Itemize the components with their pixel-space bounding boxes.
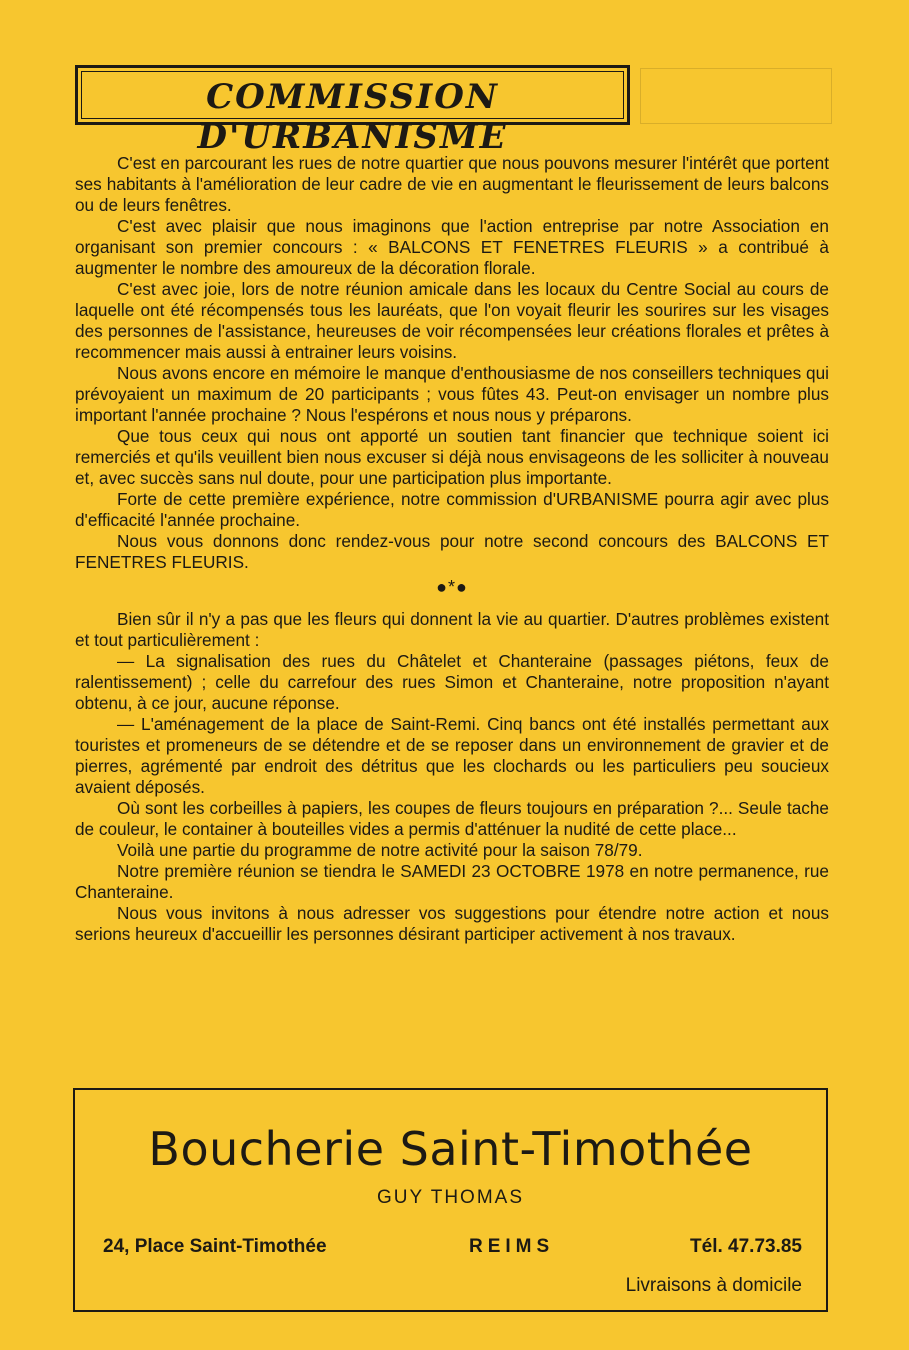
paragraph: Bien sûr il n'y a pas que les fleurs qui donnent la vie au quartier. D'autres problèmes existent et tout particulièrement : xyxy=(75,609,829,650)
bleed-through-box xyxy=(640,68,832,124)
paragraph: Voilà une partie du programme de notre activité pour la saison 78/79. xyxy=(117,840,643,860)
paragraph: C'est en parcourant les rues de notre quartier que nous pouvons mesurer l'intérêt que portent ses habitants à l'amélioration de leur cadre de vie en augmentant le fleurissement de leurs balcons ou de leurs fenêtres. xyxy=(75,153,829,215)
ad-owner: GUY THOMAS xyxy=(376,1187,525,1208)
paragraph: — L'aménagement de la place de Saint-Remi. Cinq bancs ont été installés permettant aux touristes et promeneurs de se détendre et de se reposer dans un environnement de gravier et de pierres, agrémenté par endroit des détritus que les clochards ou les particuliers peu soucieux avaient déposés. xyxy=(75,714,829,797)
paragraph: — La signalisation des rues du Châtelet et Chanteraine (passages piétons, feux de ralentissement) ; celle du carrefour des rues Simon et Chanteraine, notre proposition n'ayant obtenu, à ce jour, aucune réponse. xyxy=(75,651,829,713)
paragraph: Nous avons encore en mémoire le manque d'enthousiasme de nos conseillers techniques qui prévoyaient un maximum de 20 participants ; vous fûtes 43. Peut-on envisager un nombre plus important l'année prochaine ? Nous l'espérons et nous nous y préparons. xyxy=(75,363,829,425)
page-title: COMMISSION D'URBANISME xyxy=(197,77,508,157)
ad-city: REIMS xyxy=(469,1236,555,1257)
section-separator: ●*● xyxy=(436,577,468,597)
paragraph: Où sont les corbeilles à papiers, les coupes de fleurs toujours en préparation ?... Seule tache de couleur, le container à bouteilles vides a permis d'atténuer la nudité de cette place... xyxy=(75,798,829,839)
paragraph: C'est avec joie, lors de notre réunion amicale dans les locaux du Centre Social au cours de laquelle ont été récompensés tous les lauréats, que l'on voyait fleurir les sourires sur les visages des personnes de l'assistance, heureuses de voir récompensées leur créations florales et prêtes à recommencer mais aussi à entrainer leurs voisins. xyxy=(75,279,829,362)
paragraph: Nous vous donnons donc rendez-vous pour notre second concours des BALCONS ET FENETRES FLEURIS. xyxy=(75,531,829,572)
paragraph: Que tous ceux qui nous ont apporté un soutien tant financier que technique soient ici remerciés et qu'ils veuillent bien nous excuser si déjà nous envisageons de les solliciter à nouveau et, avec succès sans nul doute, pour une participation plus importante. xyxy=(75,426,829,488)
article-body xyxy=(75,153,829,945)
paragraph: C'est avec plaisir que nous imaginons que l'action entreprise par notre Association en organisant son premier concours : « BALCONS ET FENETRES FLEURIS » a contribué à augmenter le nombre des amoureux de la décoration florale. xyxy=(75,216,829,278)
paragraph: Notre première réunion se tiendra le SAMEDI 23 OCTOBRE 1978 en notre permanence, rue Chanteraine. xyxy=(75,861,829,902)
ad-delivery: Livraisons à domicile xyxy=(625,1275,802,1296)
title-box xyxy=(75,65,630,157)
ad-address: 24, Place Saint-Timothée xyxy=(103,1236,327,1257)
paragraph: Nous vous invitons à nous adresser vos suggestions pour étendre notre action et nous serions heureux d'accueillir les personnes désirant participer activement à nos travaux. xyxy=(75,903,829,944)
advertisement xyxy=(73,1088,828,1312)
paragraph: Forte de cette première expérience, notre commission d'URBANISME pourra agir avec plus d'efficacité l'année prochaine. xyxy=(75,489,829,530)
ad-business-name: Boucherie Saint-Timothée xyxy=(148,1122,753,1176)
ad-phone: Tél. 47.73.85 xyxy=(690,1236,802,1257)
